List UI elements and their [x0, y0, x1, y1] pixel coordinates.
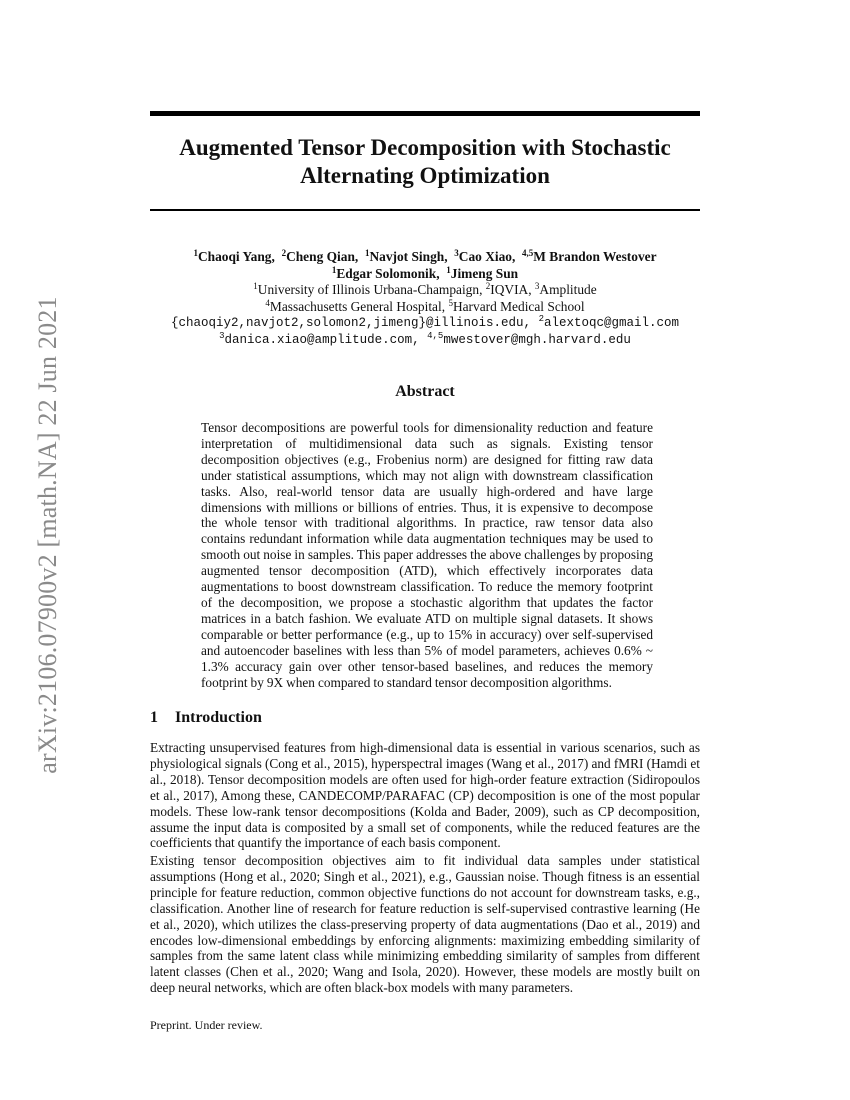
affil-mark: 3 — [454, 248, 459, 258]
author-name: Cheng Qian, — [286, 249, 359, 264]
section-title: Introduction — [175, 709, 262, 726]
affil-mark: 5 — [448, 297, 453, 308]
affiliation: Harvard Medical School — [452, 298, 585, 314]
affil-mark: 3 — [534, 281, 540, 291]
affil-mark: 2 — [485, 281, 491, 291]
author-block — [150, 249, 700, 348]
affil-mark: 4,5 — [427, 330, 444, 341]
author-name: Edgar Solomonik, — [336, 265, 440, 281]
arxiv-stamp: arXiv:2106.07900v2 [math.NA] 22 Jun 2021 — [33, 296, 62, 774]
email-line-2 — [150, 332, 700, 349]
author-line-2 — [150, 266, 700, 283]
author-name: Cao Xiao, — [458, 249, 516, 264]
footer-note: Preprint. Under review. — [150, 1018, 263, 1032]
affil-mark: 4 — [265, 297, 270, 308]
intro-paragraph-2: Existing tensor decomposition objectives aim to fit individual data samples under statistical assumptions (Hong et al., 2020; Singh et al., 2021), e.g., Gaussian noise. Though fitness is an essential principle for feature reduction, common objective functions do not account for downstream tasks, e.g., classification. Another line of research for feature reduction is self-supervised contrastive learning (He et al., 2020), which utilizes the class-preserving property of data augmentations (Dao et al., 2019) and encodes low-dimensional embeddings by enforcing alignments: maximizing embedding similarity of samples from the same latent class while minimizing embedding similarity of samples from different latent classes (Chen et al., 2020; Wang and Isola, 2020). However, these models are mostly built on deep neural networks, which are often black-box models with many parameters. — [150, 853, 700, 996]
email[interactable]: {chaoqiy2,navjot2,solomon2,jimeng}@illinois.edu, — [170, 316, 532, 330]
affiliation-line-1 — [150, 282, 700, 299]
affil-mark: 1 — [331, 264, 337, 275]
affiliation: Amplitude — [539, 282, 597, 297]
title-rule-top — [150, 111, 700, 116]
affil-mark: 1 — [253, 281, 258, 291]
title-line-1: Augmented Tensor Decomposition with Stochastic — [179, 135, 671, 160]
title-rule-bottom — [150, 209, 700, 211]
abstract-text: Tensor decompositions are powerful tools for dimensionality reduction and feature interpretation of multidimensional data such as signals. Existing tensor decomposition objectives (e.g., Frobenius norm) are designed for fitting raw data under statistical assumptions, which may not align with downstream classification tasks. Also, real-world tensor data are usually high-ordered and have large dimensions with millions or billions of entries. Thus, it is expensive to decompose the whole tensor with traditional algorithms. In practice, raw tensor data also contains redundant information while data augmentation techniques may be used to smooth out noise in samples. This paper addresses the above challenges by proposing augmented tensor decomposition (ATD), which effectively incorporates data augmentations to boost downstream classification. To reduce the memory footprint of the decomposition, we propose a stochastic algorithm that updates the factor matrices in a batch fashion. We evaluate ATD on multiple signal datasets. It shows comparable or better performance (e.g., up to 15% in accuracy) over self-supervised and autoencoder baselines with less than 5% of model parameters, achieves 0.6% ~ 1.3% accuracy gain over other tensor-based baselines, and reduces the memory footprint by 9X when compared to standard tensor decomposition algorithms. — [201, 420, 653, 690]
affil-mark: 4,5 — [522, 248, 534, 258]
abstract-heading: Abstract — [395, 383, 455, 400]
affil-mark: 3 — [219, 330, 225, 341]
paper-title — [150, 134, 700, 190]
affil-mark: 2 — [281, 248, 287, 258]
affiliation: IQVIA, — [490, 282, 532, 297]
section-heading — [150, 709, 262, 727]
affiliation-line-2 — [150, 299, 700, 316]
email[interactable]: danica.xiao@amplitude.com, — [224, 332, 420, 347]
affil-mark: 1 — [193, 248, 198, 258]
affiliation: Massachusetts General Hospital, — [269, 298, 446, 314]
affil-mark: 1 — [364, 248, 370, 258]
email-line-1 — [150, 315, 700, 332]
author-name: Chaoqi Yang, — [197, 249, 275, 264]
section-number: 1 — [150, 709, 158, 726]
affil-mark: 2 — [538, 314, 544, 324]
affiliation: University of Illinois Urbana-Champaign, — [257, 282, 483, 297]
author-name: M Brandon Westover — [533, 249, 657, 264]
intro-paragraph-1: Extracting unsupervised features from high-dimensional data is essential in various scenarios, such as physiological signals (Cong et al., 2015), hyperspectral images (Wang et al., 2017) and fMRI (Hamdi et al., 2018). Tensor decomposition models are often used for high-order feature extraction (Sidiropoulos et al., 2017), Among these, CANDECOMP/PARAFAC (CP) decomposition is one of the most popular models. These low-rank tensor decompositions (Kolda and Bader, 2009), such as CP decomposition, assume the input data is composited by a small set of components, while the reduced features are the coefficients that quantify the importance of each basis component. — [150, 740, 700, 851]
author-name: Jimeng Sun — [450, 265, 519, 281]
email[interactable]: mwestover@mgh.harvard.edu — [443, 332, 631, 347]
author-name: Navjot Singh, — [369, 249, 448, 264]
affil-mark: 1 — [446, 264, 451, 275]
email[interactable]: alextoqc@gmail.com — [543, 316, 679, 330]
author-line-1 — [150, 249, 700, 266]
title-line-2: Alternating Optimization — [300, 163, 550, 188]
